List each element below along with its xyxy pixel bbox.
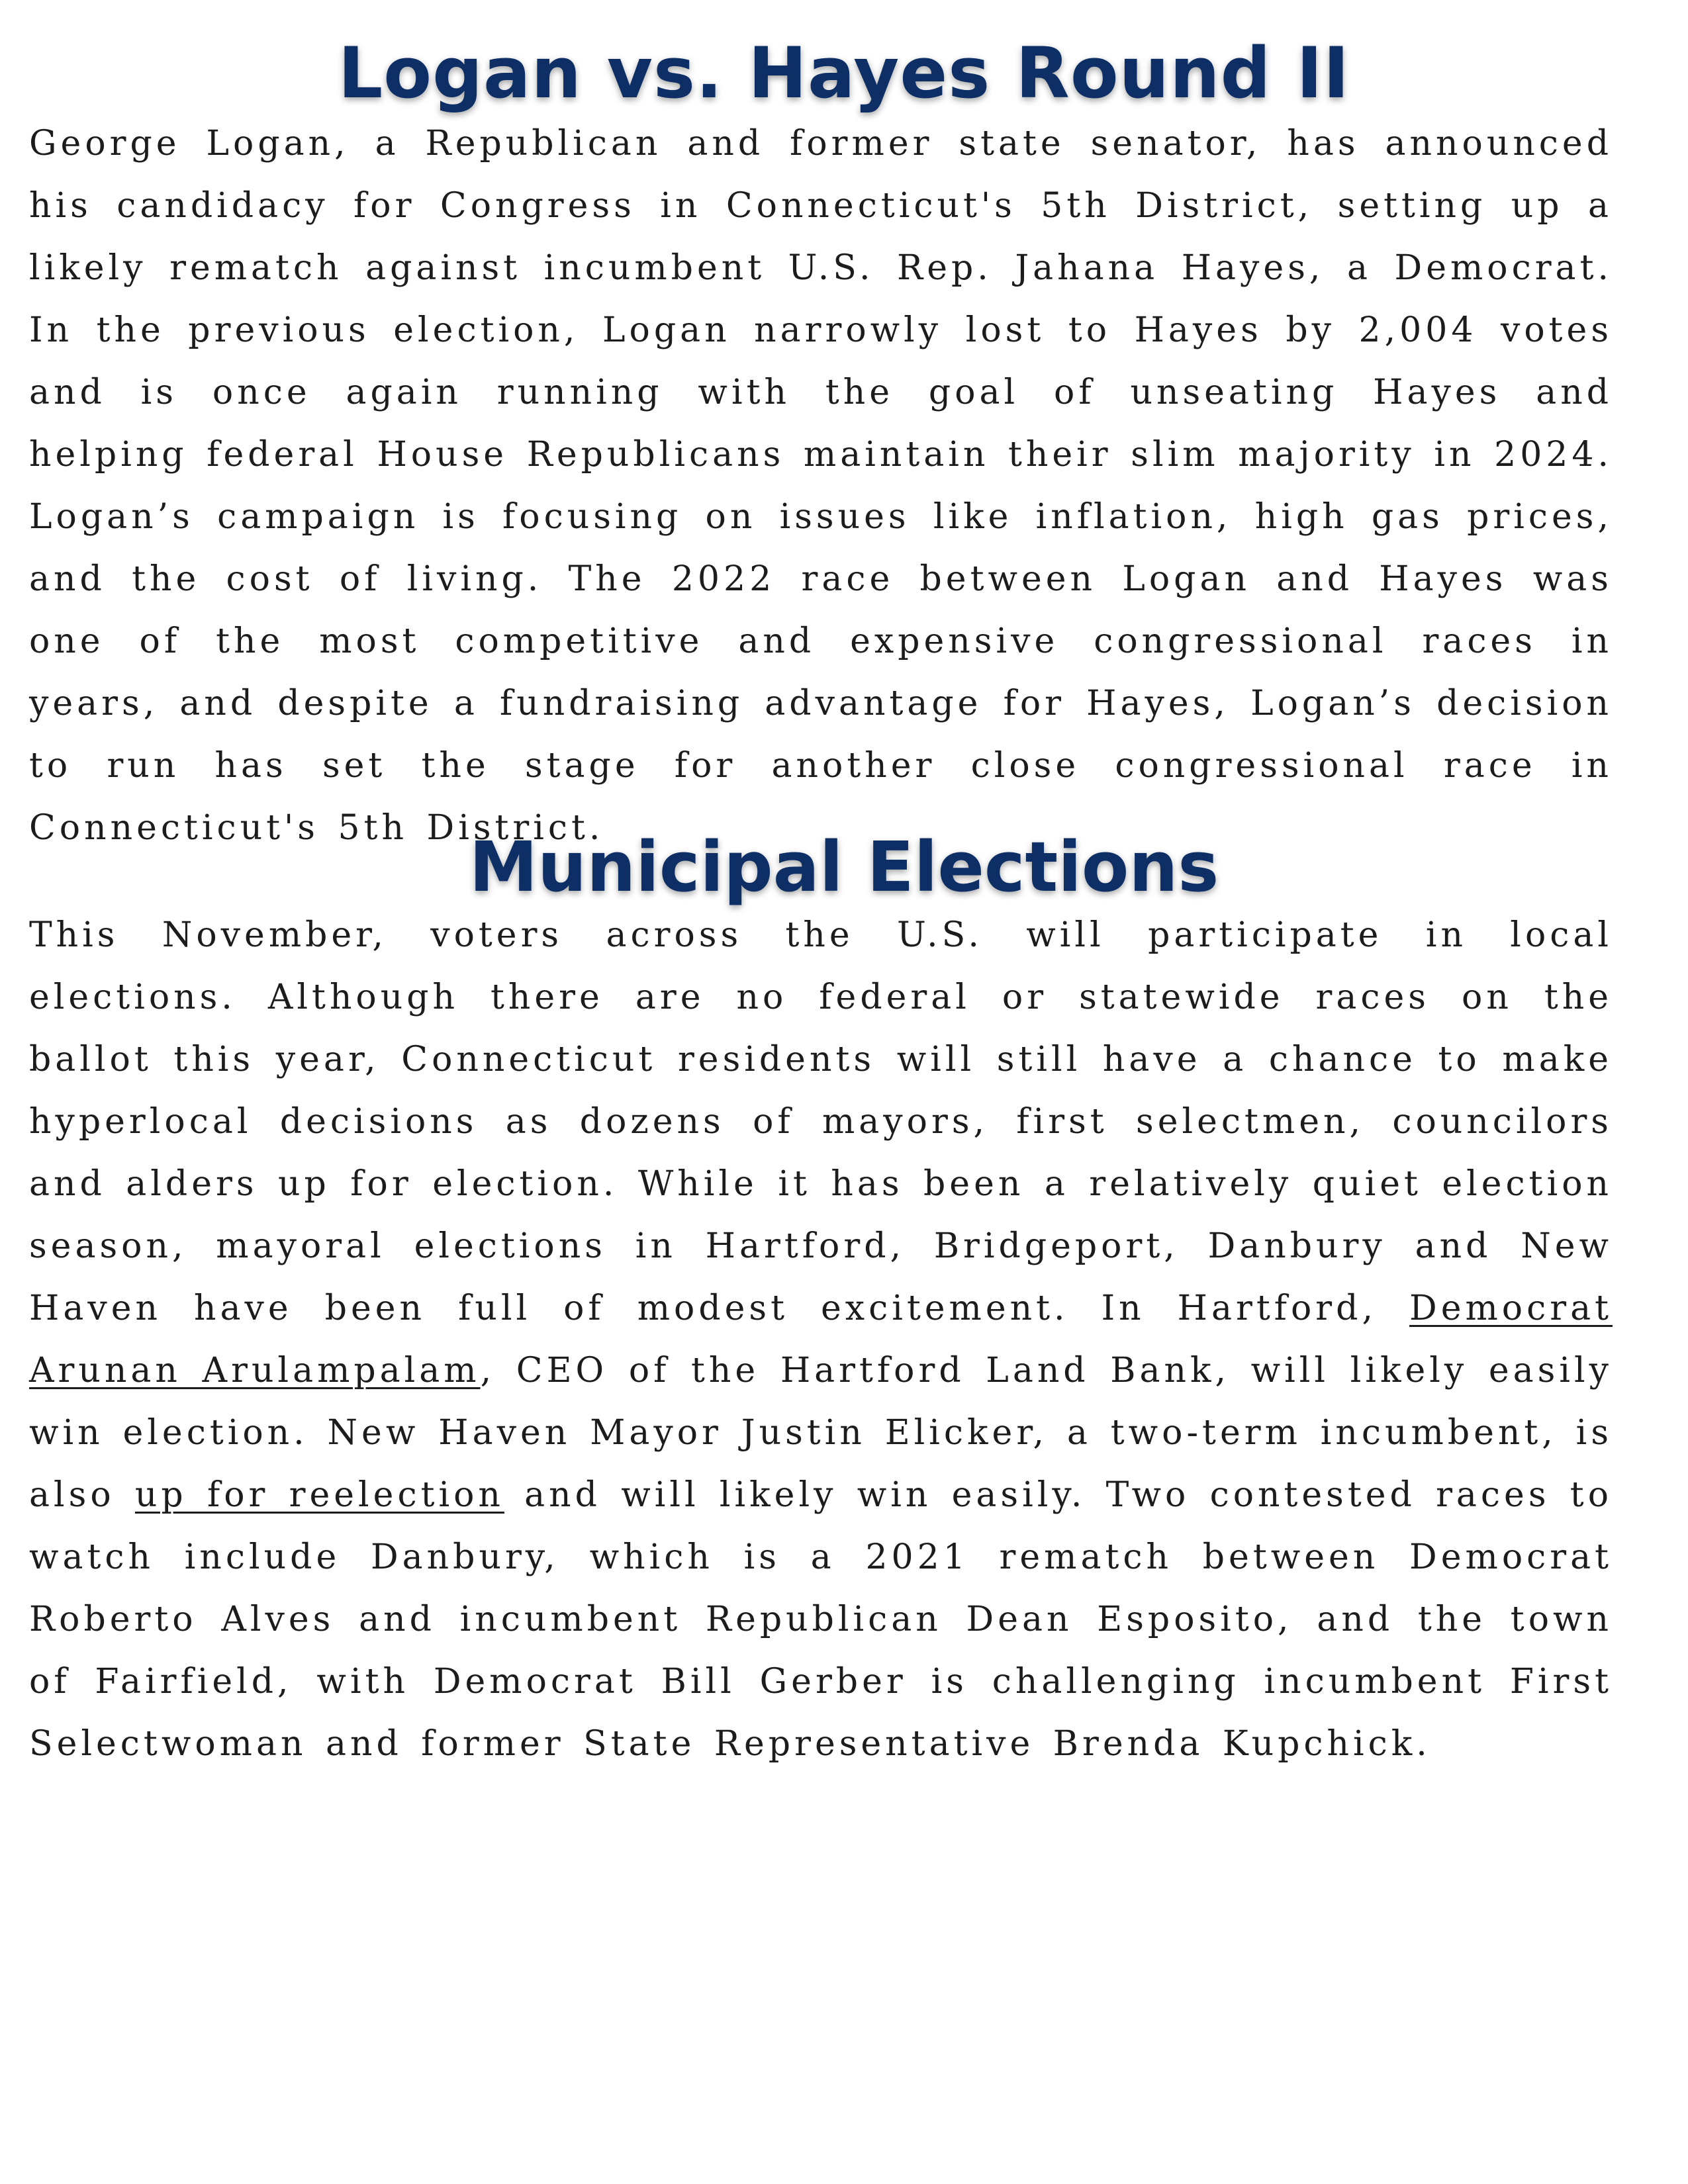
article-heading-municipal-elections: Municipal Elections	[469, 827, 1219, 907]
link-democrat-arunan-arulampalam[interactable]: Democrat Arunan Arulampalam	[29, 1289, 1613, 1390]
article-heading-logan-hayes: Logan vs. Hayes Round II	[338, 32, 1350, 114]
article-body-municipal-elections	[29, 904, 1613, 1775]
article-body-logan-hayes: George Logan, a Republican and former state senator, has announced his candidacy for Congress in Connecticut's 5th District, setting up a likely rematch against incumbent U.S. Rep. Jahana Hayes, a Democrat. In the previous election, Logan narrowly lost to Hayes by 2,004 votes and is once again running with the goal of unseating Hayes and helping federal House Republicans maintain their slim majority in 2024. Logan’s campaign is focusing on issues like inflation, high gas prices, and the cost of living. The 2022 race between Logan and Hayes was one of the most competitive and expensive congressional races in years, and despite a fundraising advantage for Hayes, Logan’s decision to run has set the stage for another close congressional race in Connecticut's 5th District.	[29, 124, 1613, 848]
link-up-for-reelection[interactable]: up for reelection	[134, 1475, 504, 1515]
body-text-part1: This November, voters across the U.S. will participate in local elections. Although there are no federal or statewide races on the ballot this year, Connecticut residents will still have a chance to make hyperlocal decisions as dozens of mayors, first selectmen, councilors and alders up for election. While it has been a relatively quiet election season, mayoral elections in Hartford, Bridgeport, Danbury and New Haven have been full of modest excitement. In Hartford,	[29, 915, 1613, 1328]
body-text-part3: and will likely win easily. Two contested races to watch include Danbury, which is a 2021 rematch between Democrat Roberto Alves and incumbent Republican Dean Esposito, and the town of Fairfield, with Democrat Bill Gerber is challenging incumbent First Selectwoman and former State Representative Brenda Kupchick.	[29, 1475, 1613, 1764]
body-text-part2: , CEO of the Hartford Land Bank, will likely easily win election. New Haven Mayor Justin Elicker, a two-term incumbent, is also	[29, 1351, 1613, 1515]
